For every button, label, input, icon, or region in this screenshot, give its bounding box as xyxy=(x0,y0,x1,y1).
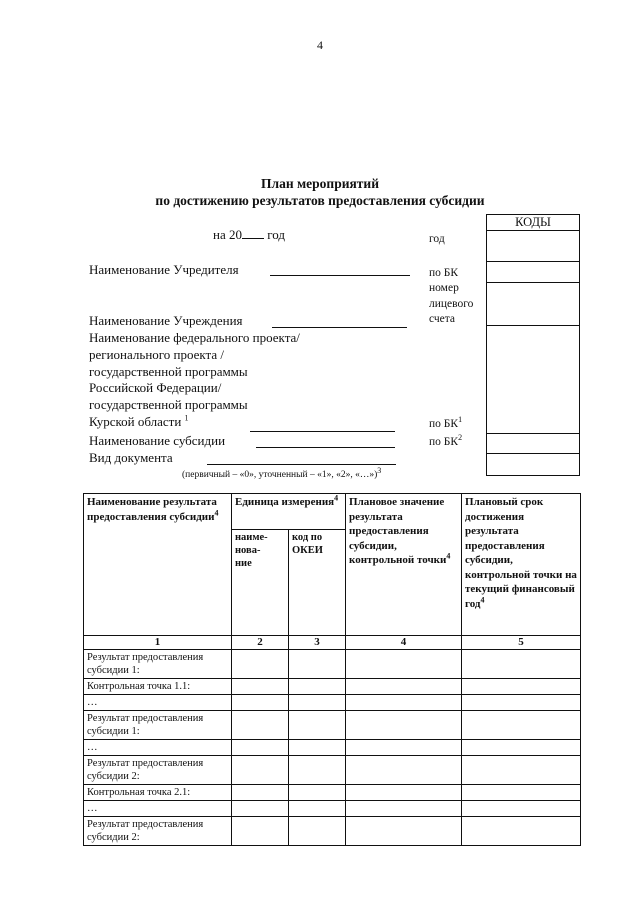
cell[interactable] xyxy=(289,711,346,740)
table-row xyxy=(84,711,581,740)
document-title-line2: по достижению результатов предоставления субсидии xyxy=(155,193,485,208)
table-row xyxy=(84,740,581,756)
cell[interactable] xyxy=(346,817,462,846)
column-number: 4 xyxy=(346,636,462,650)
cell[interactable] xyxy=(289,695,346,711)
row-label: … xyxy=(84,801,232,817)
cell[interactable] xyxy=(346,740,462,756)
header-planned-value: Плановое значение результата предоставления субсидии, контрольной точки$^4$ xyxy=(346,494,462,636)
institution-label: Наименование Учреждения xyxy=(89,313,243,328)
header-unit-code: код по ОКЕИ xyxy=(289,530,346,636)
year-code-label: год xyxy=(429,233,445,245)
cell[interactable] xyxy=(346,695,462,711)
cell[interactable] xyxy=(462,817,581,846)
cell[interactable] xyxy=(232,711,289,740)
subsidy-input[interactable] xyxy=(256,447,395,448)
row-label: Результат предоставления субсидии 1: xyxy=(84,711,232,740)
code-cell-bk[interactable] xyxy=(487,261,579,283)
cell[interactable] xyxy=(462,785,581,801)
project-input[interactable] xyxy=(250,431,395,432)
cell[interactable] xyxy=(462,695,581,711)
codes-header: КОДЫ xyxy=(515,215,551,229)
header-unit-name: наиме- нова- ние xyxy=(232,530,289,636)
year-label-prefix: на 20 xyxy=(213,227,242,242)
founder-input[interactable] xyxy=(270,275,410,276)
row-label: Контрольная точка 2.1: xyxy=(84,785,232,801)
cell[interactable] xyxy=(346,650,462,679)
cell[interactable] xyxy=(232,785,289,801)
year-line xyxy=(213,227,285,243)
year-blank[interactable] xyxy=(242,227,264,239)
table-row xyxy=(84,756,581,785)
header-unit: Единица измерения$^4$ xyxy=(232,494,346,530)
project-label-last: Курской области $^1$ xyxy=(89,413,189,429)
column-number: 2 xyxy=(232,636,289,650)
cell[interactable] xyxy=(232,801,289,817)
founder-label: Наименование Учредителя xyxy=(89,262,239,277)
cell[interactable] xyxy=(232,679,289,695)
cell[interactable] xyxy=(462,740,581,756)
cell[interactable] xyxy=(462,711,581,740)
table-row xyxy=(84,679,581,695)
cell[interactable] xyxy=(346,711,462,740)
doc-type-input[interactable] xyxy=(207,464,396,465)
table-row xyxy=(84,801,581,817)
table-row xyxy=(84,785,581,801)
header-result-name: Наименование результата предоставления субсидии$^4$ xyxy=(84,494,232,636)
codes-box xyxy=(486,214,580,476)
row-label: Результат предоставления субсидии 2: xyxy=(84,756,232,785)
header-planned-term: Плановый срок достижения результата предоставления субсидии, контрольной точки на текущий финансовый год$^4$ xyxy=(462,494,581,636)
cell[interactable] xyxy=(289,756,346,785)
cell[interactable] xyxy=(232,756,289,785)
table-row xyxy=(84,817,581,846)
cell[interactable] xyxy=(289,817,346,846)
row-label: Результат предоставления субсидии 1: xyxy=(84,650,232,679)
cell[interactable] xyxy=(232,650,289,679)
cell[interactable] xyxy=(462,679,581,695)
project-label: Наименование федерального проекта/ регионального проекта / государственной программы Российской Федерации/ государственной программы xyxy=(89,330,300,413)
cell[interactable] xyxy=(462,756,581,785)
code-cell-account[interactable] xyxy=(487,282,579,327)
doc-type-label: Вид документа xyxy=(89,450,173,465)
row-label: Результат предоставления субсидии 2: xyxy=(84,817,232,846)
activities-table xyxy=(83,493,581,846)
row-label: … xyxy=(84,740,232,756)
cell[interactable] xyxy=(346,801,462,817)
cell[interactable] xyxy=(289,679,346,695)
bk2-code-label: по $БК^2$ xyxy=(429,433,463,448)
row-label: … xyxy=(84,695,232,711)
bk1-code-label: по $БК^1$ xyxy=(429,415,463,430)
column-numbers-row xyxy=(84,636,581,650)
code-cell-year[interactable] xyxy=(487,230,579,261)
doc-type-hint: (первичный – «0», уточненный – «1», «2», «…»)$^3$ xyxy=(182,465,382,480)
cell[interactable] xyxy=(289,740,346,756)
table-row xyxy=(84,650,581,679)
account-number-label: номер лицевого счета xyxy=(429,282,474,325)
row-label: Контрольная точка 1.1: xyxy=(84,679,232,695)
cell[interactable] xyxy=(346,756,462,785)
column-number: 3 xyxy=(289,636,346,650)
cell[interactable] xyxy=(462,801,581,817)
cell[interactable] xyxy=(346,785,462,801)
column-number: 1 xyxy=(84,636,232,650)
cell[interactable] xyxy=(289,650,346,679)
document-title-line1: План мероприятий xyxy=(261,176,379,191)
cell[interactable] xyxy=(232,695,289,711)
code-cell-bk2[interactable] xyxy=(487,433,579,454)
page-number: 4 xyxy=(317,38,323,52)
code-cell-doc-type[interactable] xyxy=(487,453,579,476)
column-number: 5 xyxy=(462,636,581,650)
cell[interactable] xyxy=(289,785,346,801)
bk-code-label: по БК xyxy=(429,267,459,279)
code-cell-bk1[interactable] xyxy=(487,325,579,434)
cell[interactable] xyxy=(462,650,581,679)
year-label-suffix: год xyxy=(263,227,285,242)
cell[interactable] xyxy=(346,679,462,695)
cell[interactable] xyxy=(289,801,346,817)
cell[interactable] xyxy=(232,740,289,756)
cell[interactable] xyxy=(232,817,289,846)
institution-input[interactable] xyxy=(272,327,407,328)
subsidy-label: Наименование субсидии xyxy=(89,433,226,448)
table-row xyxy=(84,695,581,711)
